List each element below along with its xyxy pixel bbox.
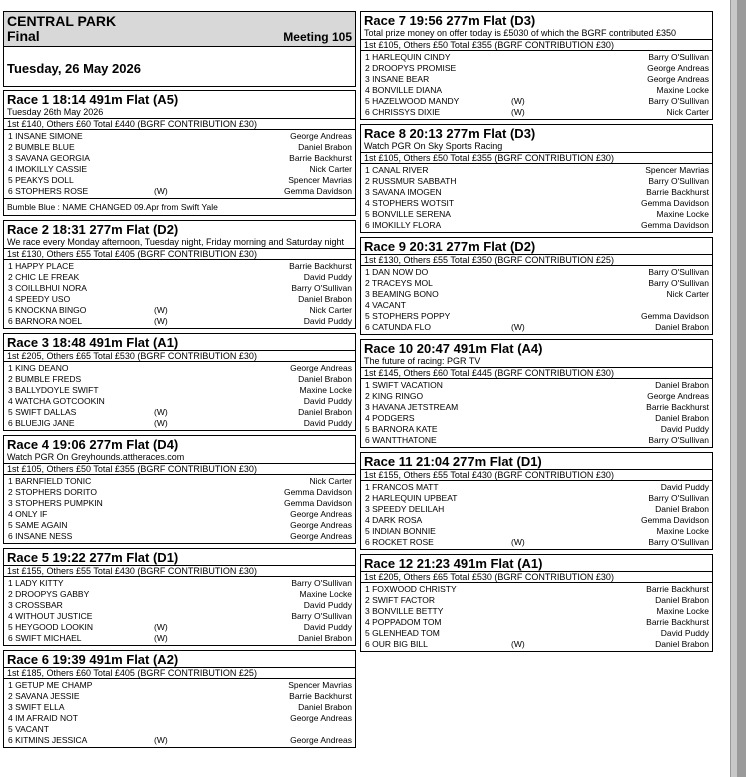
withdrawn-flag: (W) bbox=[511, 639, 525, 649]
runner-name: 6 INSANE NESS bbox=[8, 531, 73, 541]
runner-name: 1 DAN NOW DO bbox=[365, 267, 429, 277]
runner-trainer: Daniel Brabon bbox=[655, 380, 709, 390]
runner-row bbox=[4, 713, 355, 724]
runner-row bbox=[4, 622, 355, 633]
runner-trainer: Nick Carter bbox=[309, 476, 352, 486]
runner-name: 4 IM AFRAID NOT bbox=[8, 713, 78, 723]
card-status: Final bbox=[7, 28, 40, 44]
runner-list bbox=[4, 475, 355, 543]
runner-name: 3 COILLBHUI NORA bbox=[8, 283, 87, 293]
runner-name: 6 SWIFT MICHAEL bbox=[8, 633, 82, 643]
race-card bbox=[3, 90, 356, 216]
runner-name: 2 CHIC LE FREAK bbox=[8, 272, 80, 282]
runner-trainer: Daniel Brabon bbox=[655, 595, 709, 605]
runner-row bbox=[361, 391, 712, 402]
race-note: We race every Monday afternoon, Tuesday night, Friday morning and Saturday night bbox=[7, 237, 345, 247]
runner-trainer: Daniel Brabon bbox=[298, 294, 352, 304]
runner-row bbox=[4, 578, 355, 589]
runner-trainer: Maxine Locke bbox=[656, 606, 709, 616]
runner-row bbox=[361, 74, 712, 85]
runner-name: 6 BLUEJIG JANE bbox=[8, 418, 75, 428]
runner-trainer: Spencer Mavrias bbox=[288, 175, 352, 185]
runner-trainer: George Andreas bbox=[290, 363, 352, 373]
meeting-date: Tuesday, 26 May 2026 bbox=[4, 46, 355, 86]
race-card bbox=[360, 124, 713, 233]
runner-name: 1 CANAL RIVER bbox=[365, 165, 429, 175]
runner-trainer: George Andreas bbox=[290, 735, 352, 745]
meeting-number: Meeting 105 bbox=[283, 30, 352, 44]
withdrawn-flag: (W) bbox=[154, 622, 168, 632]
runner-trainer: Maxine Locke bbox=[656, 85, 709, 95]
runner-trainer: Daniel Brabon bbox=[298, 142, 352, 152]
runner-name: 5 HAZELWOOD MANDY bbox=[365, 96, 460, 106]
race-prize: 1st £130, Others £55 Total £405 (BGRF CONTRIBUTION £30) bbox=[4, 248, 355, 260]
runner-row bbox=[4, 680, 355, 691]
runner-row bbox=[361, 628, 712, 639]
runner-trainer: Spencer Mavrias bbox=[288, 680, 352, 690]
runner-row bbox=[4, 600, 355, 611]
runner-name: 3 BALLYDOYLE SWIFT bbox=[8, 385, 99, 395]
runner-trainer: Maxine Locke bbox=[656, 526, 709, 536]
runner-trainer: Spencer Mavrias bbox=[645, 165, 709, 175]
runner-row bbox=[4, 283, 355, 294]
runner-name: 3 HAVANA JETSTREAM bbox=[365, 402, 459, 412]
runner-list bbox=[361, 266, 712, 334]
runner-name: 2 SWIFT FACTOR bbox=[365, 595, 436, 605]
race-title: Race 10 20:47 491m Flat (A4) bbox=[364, 341, 543, 356]
runner-name: 6 STOPHERS ROSE bbox=[8, 186, 89, 196]
runner-trainer: Gemma Davidson bbox=[640, 220, 709, 230]
runner-row bbox=[4, 498, 355, 509]
race-note: Tuesday 26th May 2026 bbox=[7, 107, 104, 117]
runner-name: 6 ROCKET ROSE bbox=[365, 537, 434, 547]
runner-trainer: Gemma Davidson bbox=[283, 498, 352, 508]
runner-name: 4 IMOKILLY CASSIE bbox=[8, 164, 88, 174]
runner-trainer: Gemma Davidson bbox=[640, 311, 709, 321]
race-title: Race 5 19:22 277m Flat (D1) bbox=[7, 550, 179, 565]
runner-name: 1 FOXWOOD CHRISTY bbox=[365, 584, 457, 594]
runner-name: 3 STOPHERS PUMPKIN bbox=[8, 498, 103, 508]
runner-name: 2 BUMBLE FREDS bbox=[8, 374, 82, 384]
runner-name: 1 HARLEQUIN CINDY bbox=[365, 52, 451, 62]
race-card bbox=[3, 548, 356, 646]
runner-trainer: Daniel Brabon bbox=[655, 413, 709, 423]
runner-row bbox=[4, 385, 355, 396]
withdrawn-flag: (W) bbox=[154, 418, 168, 428]
race-card bbox=[360, 554, 713, 652]
runner-row bbox=[361, 584, 712, 595]
runner-name: 3 SAVANA IMOGEN bbox=[365, 187, 442, 197]
runner-trainer: George Andreas bbox=[290, 520, 352, 530]
runner-row bbox=[361, 402, 712, 413]
runner-name: 2 RUSSMUR SABBATH bbox=[365, 176, 457, 186]
runner-trainer: Gemma Davidson bbox=[640, 198, 709, 208]
runner-row bbox=[4, 589, 355, 600]
runner-trainer: Nick Carter bbox=[309, 164, 352, 174]
runner-row bbox=[4, 142, 355, 153]
race-title: Race 11 21:04 277m Flat (D1) bbox=[364, 454, 542, 469]
runner-name: 1 HAPPY PLACE bbox=[8, 261, 74, 271]
runner-trainer: Daniel Brabon bbox=[655, 639, 709, 649]
runner-trainer: David Puddy bbox=[303, 316, 352, 326]
runner-list bbox=[361, 481, 712, 549]
runner-trainer: Barry O'Sullivan bbox=[648, 493, 709, 503]
runner-name: 5 BONVILLE SERENA bbox=[365, 209, 451, 219]
race-card bbox=[3, 435, 356, 544]
race-prize: 1st £130, Others £55 Total £350 (BGRF CONTRIBUTION £25) bbox=[361, 254, 712, 266]
race-prize: 1st £185, Others £60 Total £405 (BGRF CONTRIBUTION £25) bbox=[4, 667, 355, 679]
meeting-header-top bbox=[4, 12, 355, 46]
runner-list bbox=[361, 164, 712, 232]
runner-row bbox=[4, 305, 355, 316]
track-name: CENTRAL PARK bbox=[7, 13, 117, 29]
race-prize: 1st £145, Others £60 Total £445 (BGRF CONTRIBUTION £30) bbox=[361, 367, 712, 379]
runner-row bbox=[361, 198, 712, 209]
runner-row bbox=[361, 435, 712, 446]
runner-trainer: Barrie Backhurst bbox=[289, 261, 352, 271]
runner-name: 4 WITHOUT JUSTICE bbox=[8, 611, 93, 621]
runner-name: 3 BONVILLE BETTY bbox=[365, 606, 444, 616]
runner-name: 4 PODGERS bbox=[365, 413, 415, 423]
race-title: Race 6 19:39 491m Flat (A2) bbox=[7, 652, 179, 667]
race-card bbox=[3, 650, 356, 748]
race-prize: 1st £205, Others £65 Total £530 (BGRF CONTRIBUTION £30) bbox=[361, 571, 712, 583]
withdrawn-flag: (W) bbox=[511, 107, 525, 117]
runner-row bbox=[4, 520, 355, 531]
runner-name: 5 STOPHERS POPPY bbox=[365, 311, 451, 321]
runner-name: 3 CROSSBAR bbox=[8, 600, 63, 610]
runner-row bbox=[4, 272, 355, 283]
runner-trainer: Maxine Locke bbox=[299, 385, 352, 395]
runner-trainer: Barry O'Sullivan bbox=[291, 283, 352, 293]
runner-row bbox=[361, 606, 712, 617]
runner-name: 1 INSANE SIMONE bbox=[8, 131, 83, 141]
runner-name: 2 TRACEYS MOL bbox=[365, 278, 433, 288]
runner-trainer: David Puddy bbox=[660, 628, 709, 638]
withdrawn-flag: (W) bbox=[511, 322, 525, 332]
runner-trainer: George Andreas bbox=[290, 131, 352, 141]
runner-name: 1 FRANCOS MATT bbox=[365, 482, 439, 492]
runner-name: 5 SWIFT DALLAS bbox=[8, 407, 77, 417]
withdrawn-flag: (W) bbox=[154, 186, 168, 196]
runner-row bbox=[361, 311, 712, 322]
runner-row bbox=[4, 363, 355, 374]
runner-name: 2 BUMBLE BLUE bbox=[8, 142, 75, 152]
race-note: Total prize money on offer today is £5030 of which the BGRF contributed £350 bbox=[364, 28, 677, 38]
runner-name: 6 CATUNDA FLO bbox=[365, 322, 431, 332]
runner-row bbox=[361, 96, 712, 107]
runner-row bbox=[361, 278, 712, 289]
runner-list bbox=[4, 260, 355, 328]
runner-name: 4 VACANT bbox=[365, 300, 406, 310]
runner-trainer: Barry O'Sullivan bbox=[648, 278, 709, 288]
runner-row bbox=[4, 186, 355, 197]
right-column bbox=[360, 11, 713, 656]
runner-name: 1 GETUP ME CHAMP bbox=[8, 680, 93, 690]
runner-row bbox=[361, 220, 712, 231]
withdrawn-flag: (W) bbox=[511, 537, 525, 547]
runner-row bbox=[4, 735, 355, 746]
runner-name: 3 INSANE BEAR bbox=[365, 74, 430, 84]
race-prize: 1st £155, Others £55 Total £430 (BGRF CONTRIBUTION £30) bbox=[361, 469, 712, 481]
race-title: Race 9 20:31 277m Flat (D2) bbox=[364, 239, 536, 254]
withdrawn-flag: (W) bbox=[154, 316, 168, 326]
runner-row bbox=[361, 537, 712, 548]
runner-name: 3 BEAMING BONO bbox=[365, 289, 439, 299]
runner-name: 5 INDIAN BONNIE bbox=[365, 526, 436, 536]
runner-list bbox=[361, 379, 712, 447]
runner-name: 4 WATCHA GOTCOOKIN bbox=[8, 396, 105, 406]
runner-trainer: Daniel Brabon bbox=[298, 702, 352, 712]
runner-trainer: Barrie Backhurst bbox=[646, 584, 709, 594]
race-card bbox=[360, 452, 713, 550]
runner-trainer: David Puddy bbox=[303, 272, 352, 282]
runner-row bbox=[4, 294, 355, 305]
runner-row bbox=[361, 617, 712, 628]
runner-name: 6 OUR BIG BILL bbox=[365, 639, 428, 649]
runner-row bbox=[361, 424, 712, 435]
runner-row bbox=[4, 407, 355, 418]
runner-name: 5 PEAKYS DOLL bbox=[8, 175, 74, 185]
runner-row bbox=[361, 267, 712, 278]
right-race-list bbox=[360, 11, 713, 652]
runner-name: 6 WANTTHATONE bbox=[365, 435, 437, 445]
runner-trainer: Barry O'Sullivan bbox=[648, 176, 709, 186]
runner-list bbox=[4, 130, 355, 198]
race-card bbox=[360, 237, 713, 335]
runner-name: 5 GLENHEAD TOM bbox=[365, 628, 440, 638]
withdrawn-flag: (W) bbox=[154, 735, 168, 745]
runner-trainer: Barry O'Sullivan bbox=[648, 52, 709, 62]
withdrawn-flag: (W) bbox=[511, 96, 525, 106]
runner-row bbox=[361, 209, 712, 220]
race-title: Race 1 18:14 491m Flat (A5) bbox=[7, 92, 179, 107]
runner-name: 2 STOPHERS DORITO bbox=[8, 487, 97, 497]
runner-row bbox=[4, 374, 355, 385]
runner-row bbox=[4, 531, 355, 542]
runner-trainer: George Andreas bbox=[290, 713, 352, 723]
runner-row bbox=[361, 639, 712, 650]
race-title: Race 12 21:23 491m Flat (A1) bbox=[364, 556, 543, 571]
race-note: Watch PGR On Sky Sports Racing bbox=[364, 141, 503, 151]
race-note: The future of racing: PGR TV bbox=[364, 356, 481, 366]
race-title: Race 3 18:48 491m Flat (A1) bbox=[7, 335, 179, 350]
runner-row bbox=[4, 702, 355, 713]
runner-row bbox=[4, 153, 355, 164]
runner-trainer: George Andreas bbox=[647, 391, 709, 401]
race-card bbox=[360, 339, 713, 448]
runner-name: 2 DROOPYS GABBY bbox=[8, 589, 90, 599]
runner-trainer: George Andreas bbox=[290, 531, 352, 541]
runner-trainer: Nick Carter bbox=[666, 289, 709, 299]
runner-list bbox=[361, 583, 712, 651]
meeting-header bbox=[3, 11, 356, 87]
runner-trainer: Barrie Backhurst bbox=[646, 617, 709, 627]
race-card bbox=[360, 11, 713, 120]
runner-trainer: David Puddy bbox=[660, 482, 709, 492]
runner-row bbox=[361, 526, 712, 537]
runner-trainer: Barry O'Sullivan bbox=[648, 537, 709, 547]
race-title: Race 7 19:56 277m Flat (D3) bbox=[364, 13, 536, 28]
runner-name: 2 SAVANA JESSIE bbox=[8, 691, 80, 701]
withdrawn-flag: (W) bbox=[154, 305, 168, 315]
runner-trainer: Barrie Backhurst bbox=[646, 187, 709, 197]
runner-name: 4 BONVILLE DIANA bbox=[365, 85, 443, 95]
runner-trainer: Nick Carter bbox=[666, 107, 709, 117]
runner-trainer: David Puddy bbox=[303, 622, 352, 632]
runner-name: 6 CHRISSYS DIXIE bbox=[365, 107, 441, 117]
scrollbar[interactable] bbox=[730, 0, 746, 777]
runner-trainer: Gemma Davidson bbox=[283, 487, 352, 497]
runner-row bbox=[361, 187, 712, 198]
runner-row bbox=[4, 509, 355, 520]
runner-row bbox=[361, 504, 712, 515]
runner-row bbox=[361, 482, 712, 493]
withdrawn-flag: (W) bbox=[154, 407, 168, 417]
runner-row bbox=[361, 515, 712, 526]
runner-trainer: Barrie Backhurst bbox=[646, 402, 709, 412]
runner-trainer: Gemma Davidson bbox=[283, 186, 352, 196]
left-race-list bbox=[3, 90, 356, 748]
runner-trainer: George Andreas bbox=[647, 74, 709, 84]
runner-row bbox=[361, 289, 712, 300]
runner-row bbox=[4, 418, 355, 429]
race-prize: 1st £155, Others £55 Total £430 (BGRF CONTRIBUTION £30) bbox=[4, 565, 355, 577]
runner-trainer: Maxine Locke bbox=[299, 589, 352, 599]
runner-name: 5 BARNORA KATE bbox=[365, 424, 438, 434]
race-title: Race 2 18:31 277m Flat (D2) bbox=[7, 222, 179, 237]
runner-trainer: Nick Carter bbox=[309, 305, 352, 315]
runner-name: 4 DARK ROSA bbox=[365, 515, 423, 525]
runner-name: 5 VACANT bbox=[8, 724, 49, 734]
race-prize: 1st £205, Others £65 Total £530 (BGRF CONTRIBUTION £30) bbox=[4, 350, 355, 362]
runner-row bbox=[4, 611, 355, 622]
runner-row bbox=[4, 316, 355, 327]
runner-name: 4 STOPHERS WOTSIT bbox=[365, 198, 455, 208]
runner-row bbox=[361, 63, 712, 74]
runner-trainer: Barry O'Sullivan bbox=[291, 578, 352, 588]
runner-trainer: Barry O'Sullivan bbox=[291, 611, 352, 621]
runner-row bbox=[4, 476, 355, 487]
race-comment: Bumble Blue : NAME CHANGED 09.Apr from Swift Yale bbox=[4, 198, 355, 215]
withdrawn-flag: (W) bbox=[154, 633, 168, 643]
race-prize: 1st £105, Others £50 Total £355 (BGRF CONTRIBUTION £30) bbox=[361, 39, 712, 51]
runner-name: 5 KNOCKNA BINGO bbox=[8, 305, 87, 315]
runner-trainer: George Andreas bbox=[290, 509, 352, 519]
race-title: Race 8 20:13 277m Flat (D3) bbox=[364, 126, 536, 141]
runner-name: 1 SWIFT VACATION bbox=[365, 380, 443, 390]
runner-name: 1 LADY KITTY bbox=[8, 578, 64, 588]
runner-trainer: David Puddy bbox=[303, 396, 352, 406]
runner-row bbox=[361, 380, 712, 391]
race-note: Watch PGR On Greyhounds.attheraces.com bbox=[7, 452, 185, 462]
race-prize: 1st £140, Others £60 Total £440 (BGRF CONTRIBUTION £30) bbox=[4, 118, 355, 130]
runner-row bbox=[361, 176, 712, 187]
runner-trainer: Barry O'Sullivan bbox=[648, 267, 709, 277]
runner-name: 5 HEYGOOD LOOKIN bbox=[8, 622, 94, 632]
runner-trainer: Barrie Backhurst bbox=[289, 691, 352, 701]
runner-trainer: Gemma Davidson bbox=[640, 515, 709, 525]
runner-name: 6 BARNORA NOEL bbox=[8, 316, 83, 326]
race-prize: 1st £105, Others £50 Total £355 (BGRF CONTRIBUTION £30) bbox=[361, 152, 712, 164]
runner-row bbox=[4, 633, 355, 644]
runner-row bbox=[4, 724, 355, 735]
runner-row bbox=[361, 493, 712, 504]
runner-trainer: Daniel Brabon bbox=[298, 374, 352, 384]
runner-name: 2 DROOPYS PROMISE bbox=[365, 63, 457, 73]
runner-name: 2 HARLEQUIN UPBEAT bbox=[365, 493, 458, 503]
runner-name: 3 SAVANA GEORGIA bbox=[8, 153, 90, 163]
runner-row bbox=[361, 413, 712, 424]
runner-trainer: Daniel Brabon bbox=[655, 504, 709, 514]
runner-name: 3 SWIFT ELLA bbox=[8, 702, 65, 712]
runner-name: 1 KING DEANO bbox=[8, 363, 69, 373]
runner-name: 4 SPEEDY USO bbox=[8, 294, 71, 304]
runner-trainer: Barrie Backhurst bbox=[289, 153, 352, 163]
runner-row bbox=[4, 175, 355, 186]
runner-trainer: David Puddy bbox=[303, 600, 352, 610]
race-title: Race 4 19:06 277m Flat (D4) bbox=[7, 437, 179, 452]
scrollbar-track[interactable] bbox=[731, 0, 737, 777]
runner-name: 4 POPPADOM TOM bbox=[365, 617, 442, 627]
runner-row bbox=[361, 322, 712, 333]
runner-trainer: Barry O'Sullivan bbox=[648, 96, 709, 106]
runner-list bbox=[4, 679, 355, 747]
runner-row bbox=[4, 691, 355, 702]
runner-name: 3 SPEEDY DELILAH bbox=[365, 504, 445, 514]
left-column bbox=[3, 11, 356, 752]
runner-list bbox=[4, 362, 355, 430]
runner-name: 2 KING RINGO bbox=[365, 391, 424, 401]
race-card bbox=[3, 333, 356, 431]
runner-trainer: Daniel Brabon bbox=[298, 633, 352, 643]
runner-row bbox=[361, 165, 712, 176]
runner-name: 4 ONLY IF bbox=[8, 509, 48, 519]
race-card bbox=[3, 220, 356, 329]
runner-list bbox=[4, 577, 355, 645]
runner-row bbox=[4, 261, 355, 272]
runner-trainer: Maxine Locke bbox=[656, 209, 709, 219]
runner-trainer: Daniel Brabon bbox=[655, 322, 709, 332]
runner-name: 6 KITMINS JESSICA bbox=[8, 735, 88, 745]
runner-row bbox=[361, 300, 712, 311]
runner-name: 6 IMOKILLY FLORA bbox=[365, 220, 442, 230]
runner-name: 1 BARNFIELD TONIC bbox=[8, 476, 92, 486]
runner-trainer: David Puddy bbox=[660, 424, 709, 434]
race-prize: 1st £105, Others £50 Total £355 (BGRF CONTRIBUTION £30) bbox=[4, 463, 355, 475]
runner-list bbox=[361, 51, 712, 119]
runner-row bbox=[361, 595, 712, 606]
runner-row bbox=[4, 131, 355, 142]
runner-trainer: Daniel Brabon bbox=[298, 407, 352, 417]
runner-row bbox=[4, 487, 355, 498]
runner-row bbox=[4, 396, 355, 407]
runner-trainer: Barry O'Sullivan bbox=[648, 435, 709, 445]
runner-row bbox=[361, 107, 712, 118]
runner-name: 5 SAME AGAIN bbox=[8, 520, 68, 530]
runner-trainer: George Andreas bbox=[647, 63, 709, 73]
runner-trainer: David Puddy bbox=[303, 418, 352, 428]
runner-row bbox=[361, 52, 712, 63]
runner-row bbox=[361, 85, 712, 96]
runner-row bbox=[4, 164, 355, 175]
